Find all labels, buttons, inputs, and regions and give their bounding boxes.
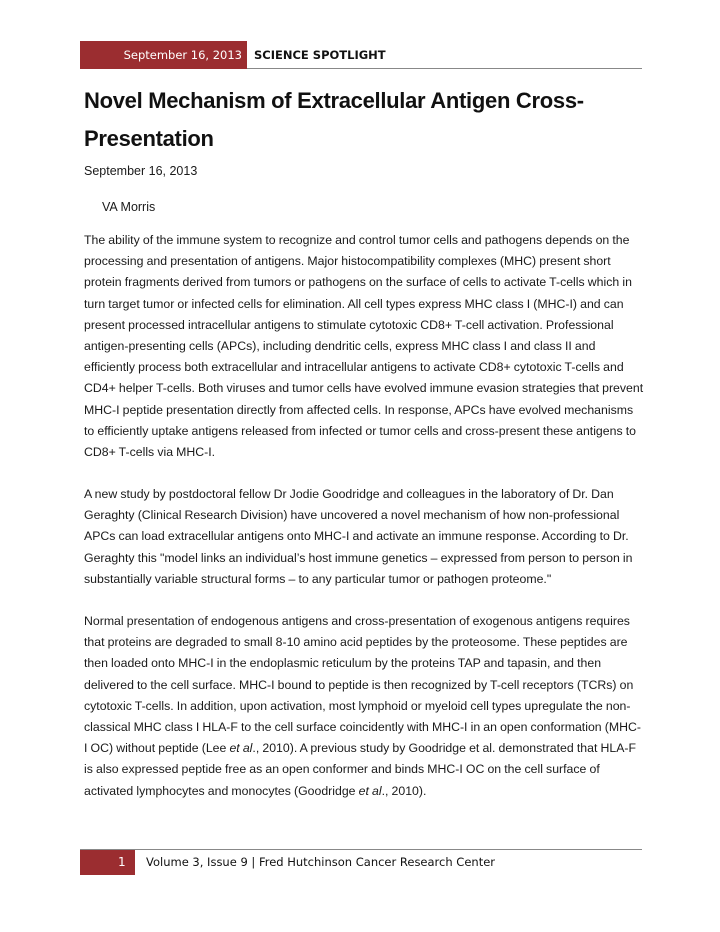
article-title: Novel Mechanism of Extracellular Antigen Cross-Presentation (84, 88, 584, 151)
paragraph-3-citation-italic-2: et al (358, 783, 382, 798)
article-paragraph-1: The ability of the immune system to recognize and control tumor cells and pathogens depends on the processing and presentation of antigens. Major histocompatibility complexes (MHC) present short protein fragments derived from tumors or pathogens on the surface of cells to activate T-cells which in turn target tumor or infected cells for elimination. All cell types express MHC class I (MHC-I) and can present processed intracellular antigens to stimulate cytotoxic CD8+ T-cell activation. Professional antigen-presenting cells (APCs), including dendritic cells, express MHC class I and class II and efficiently process both extracellular and intracellular antigens to activate CD8+ cytotoxic T-cells and CD4+ helper T-cells. Both viruses and tumor cells have evolved immune evasion strategies that prevent MHC-I peptide presentation directly from affected cells. In response, APCs have evolved mechanisms to efficiently uptake antigens released from infected or tumor cells and cross-present these antigens to CD8+ T-cells via MHC-I. (84, 233, 644, 460)
paragraph-3-text-b: ., 2010). A previous study by Goodridge et al. demonstrated that HLA-F is also expressed peptide free as an open conformer and binds MHC-I OC on the cell surface of activated lymphocytes and monocytes (Goodridge (84, 741, 637, 798)
footer-accent-block (80, 849, 135, 875)
footer-publication-info: Volume 3, Issue 9 | Fred Hutchinson Cancer Research Center (146, 855, 496, 869)
article-author: VA Morris (102, 200, 156, 214)
paragraph-3-text-a: Normal presentation of endogenous antigens and cross-presentation of exogenous antigens requires that proteins are degraded to small 8-10 amino acid peptides by the proteosome. These peptides are then loaded onto MHC-I in the endoplasmic reticulum by the proteins TAP and tapasin, and then delivered to the cell surface. MHC-I bound to peptide is then recognized by T-cell receptors (TCRs) on cytotoxic T-cells. In addition, upon activation, most lymphoid or myeloid cell types upregulate the non-classical MHC class I HLA-F to the cell surface coincidently with MHC-I in an open conformation (MHC-I OC) without peptide (Lee (84, 614, 641, 756)
article-paragraph-3 (84, 611, 644, 802)
page-header (80, 41, 642, 69)
paragraph-3-text-c: ., 2010). (381, 783, 427, 798)
paragraph-3-citation-italic-1: et al (229, 741, 253, 756)
page-number: 1 (118, 855, 126, 869)
page-footer (80, 849, 642, 875)
header-divider (247, 68, 642, 69)
article-date: September 16, 2013 (84, 164, 198, 178)
article-paragraph-2: A new study by postdoctoral fellow Dr Jodie Goodridge and colleagues in the laboratory of Dr. Dan Geraghty (Clinical Research Division) have uncovered a novel mechanism of how non-professional APCs can load extracellular antigens onto MHC-I and activate an immune response. According to Dr. Geraghty this "model links an individual’s host immune genetics – expressed from person to person in substantially variable structural forms – to any particular tumor or pathogen proteome." (84, 487, 633, 586)
header-date: September 16, 2013 (80, 41, 247, 69)
header-section-label: SCIENCE SPOTLIGHT (254, 48, 386, 62)
